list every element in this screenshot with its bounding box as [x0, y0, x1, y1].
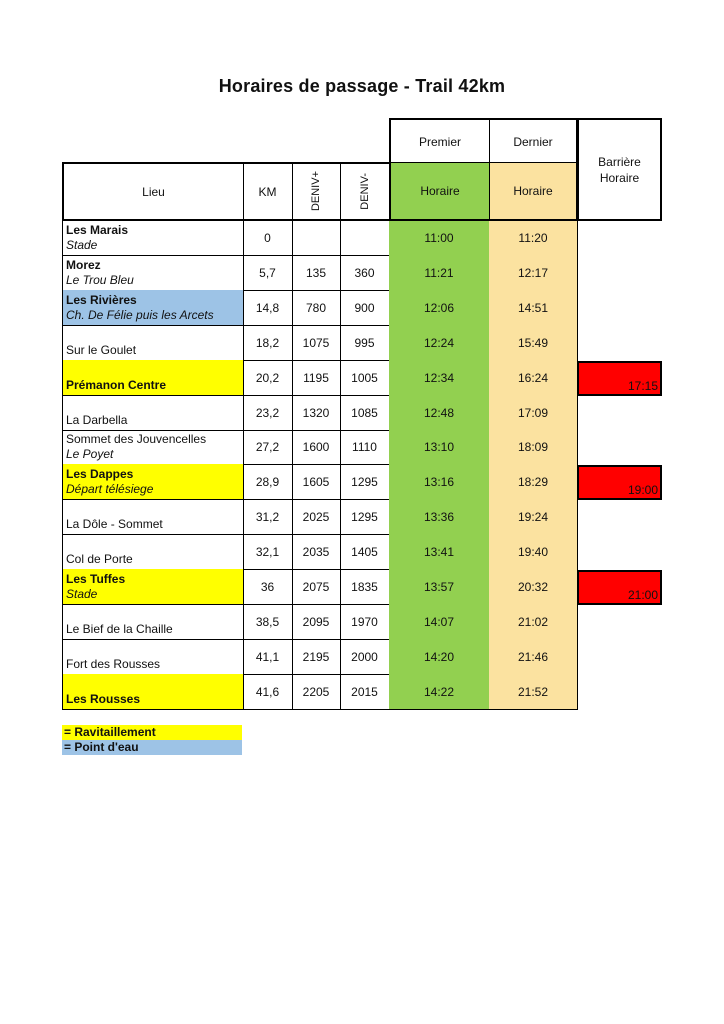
dernier-cell: 18:29 [489, 464, 578, 500]
deniv-minus-cell: 2000 [340, 639, 390, 675]
deniv-plus-cell: 1195 [292, 360, 341, 396]
dernier-cell: 21:46 [489, 639, 578, 675]
dernier-cell: 12:17 [489, 255, 578, 291]
header-deniv-minus [340, 162, 390, 221]
premier-cell: 12:48 [389, 395, 490, 431]
dernier-cell: 18:09 [489, 430, 578, 465]
header-deniv-plus [292, 162, 341, 221]
header-km-label: KM [258, 184, 277, 199]
lieu-name: Col de Porte [66, 552, 133, 566]
deniv-minus-cell: 1005 [340, 360, 390, 396]
deniv-plus-cell: 2095 [292, 604, 341, 640]
km-cell: 31,2 [243, 499, 293, 535]
dernier-cell: 11:20 [489, 221, 578, 256]
premier-cell: 14:20 [389, 639, 490, 675]
legend-point-eau: = Point d'eau [62, 740, 242, 755]
lieu-name: Les Rousses [66, 692, 141, 706]
header-premier [389, 118, 490, 163]
row-lieu [62, 499, 244, 535]
header-horaire-dernier-label: Horaire [513, 184, 553, 198]
km-cell: 32,1 [243, 534, 293, 570]
km-cell: 36 [243, 569, 293, 605]
deniv-plus-cell: 2075 [292, 569, 341, 605]
dernier-cell: 17:09 [489, 395, 578, 431]
deniv-plus-cell: 2195 [292, 639, 341, 675]
dernier-cell: 14:51 [489, 290, 578, 326]
lieu-name: Sur le Goulet [66, 343, 137, 357]
deniv-plus-cell: 1075 [292, 325, 341, 361]
deniv-plus-cell: 2035 [292, 534, 341, 570]
deniv-plus-cell: 2025 [292, 499, 341, 535]
deniv-minus-cell: 900 [340, 290, 390, 326]
barriere-cell: 17:15 [577, 361, 662, 396]
dernier-cell: 16:24 [489, 360, 578, 396]
dernier-cell: 19:24 [489, 499, 578, 535]
km-cell: 27,2 [243, 430, 293, 465]
premier-cell: 13:57 [389, 569, 490, 605]
barriere-cell: 19:00 [577, 465, 662, 500]
dernier-cell: 21:02 [489, 604, 578, 640]
row-lieu [62, 290, 244, 326]
deniv-plus-cell: 1605 [292, 464, 341, 500]
km-cell: 38,5 [243, 604, 293, 640]
header-premier-label: Premier [418, 134, 461, 149]
lieu-name: Le Bief de la Chaille [66, 622, 173, 636]
deniv-minus-cell: 1970 [340, 604, 390, 640]
deniv-plus-cell: 1600 [292, 430, 341, 465]
header-lieu [62, 162, 244, 221]
row-lieu [62, 325, 244, 361]
premier-cell: 11:00 [389, 221, 490, 256]
deniv-minus-cell: 1835 [340, 569, 390, 605]
lieu-subtitle: Ch. De Félie puis les Arcets [66, 308, 214, 322]
lieu-name: Morez [66, 258, 101, 272]
km-cell: 41,1 [243, 639, 293, 675]
row-lieu [62, 395, 244, 431]
row-lieu [62, 360, 244, 396]
deniv-plus-cell [292, 221, 341, 256]
km-cell: 14,8 [243, 290, 293, 326]
lieu-subtitle: Départ télésiege [66, 482, 154, 496]
row-lieu [62, 534, 244, 570]
row-lieu [62, 674, 244, 710]
lieu-name: Les Marais [66, 223, 129, 237]
lieu-subtitle: Stade [66, 238, 98, 252]
deniv-minus-cell: 1085 [340, 395, 390, 431]
header-barriere-label: Barrière Horaire [598, 154, 641, 185]
premier-cell: 13:10 [389, 430, 490, 465]
deniv-minus-cell: 1110 [340, 430, 390, 465]
premier-cell: 13:36 [389, 499, 490, 535]
lieu-name: Les Dappes [66, 467, 134, 481]
lieu-subtitle: Le Trou Bleu [66, 273, 134, 287]
deniv-plus-cell: 1320 [292, 395, 341, 431]
row-lieu [62, 464, 244, 500]
header-dernier-label: Dernier [513, 134, 553, 149]
deniv-minus-cell: 1405 [340, 534, 390, 570]
row-lieu [62, 430, 244, 465]
deniv-minus-cell: 1295 [340, 499, 390, 535]
lieu-name: Sommet des Jouvencelles [66, 432, 207, 446]
km-cell: 23,2 [243, 395, 293, 431]
barriere-cell: 21:00 [577, 570, 662, 605]
premier-cell: 14:07 [389, 604, 490, 640]
header-horaire-premier [389, 162, 490, 221]
premier-cell: 12:34 [389, 360, 490, 396]
dernier-cell: 15:49 [489, 325, 578, 361]
header-dernier [490, 118, 578, 163]
row-lieu [62, 255, 244, 291]
km-cell: 28,9 [243, 464, 293, 500]
premier-cell: 13:41 [389, 534, 490, 570]
km-cell: 20,2 [243, 360, 293, 396]
deniv-minus-cell [340, 221, 390, 256]
header-km [243, 162, 293, 221]
premier-cell: 12:24 [389, 325, 490, 361]
km-cell: 41,6 [243, 674, 293, 710]
km-cell: 5,7 [243, 255, 293, 291]
lieu-subtitle: Le Poyet [66, 447, 114, 461]
km-cell: 18,2 [243, 325, 293, 361]
deniv-minus-cell: 360 [340, 255, 390, 291]
row-lieu [62, 639, 244, 675]
premier-cell: 11:21 [389, 255, 490, 291]
lieu-name: Les Rivières [66, 293, 137, 307]
deniv-minus-cell: 2015 [340, 674, 390, 710]
deniv-plus-cell: 2205 [292, 674, 341, 710]
lieu-name: Prémanon Centre [66, 378, 167, 392]
header-lieu-label: Lieu [142, 184, 165, 199]
premier-cell: 13:16 [389, 464, 490, 500]
header-horaire-premier-label: Horaire [420, 184, 460, 198]
legend-ravitaillement: = Ravitaillement [62, 725, 242, 740]
page-title: Horaires de passage - Trail 42km [218, 76, 506, 96]
header-deniv-plus-label: DENIV+ [310, 171, 322, 212]
row-lieu [62, 221, 244, 256]
km-cell: 0 [243, 221, 293, 256]
deniv-plus-cell: 780 [292, 290, 341, 326]
dernier-cell: 20:32 [489, 569, 578, 605]
deniv-minus-cell: 1295 [340, 464, 390, 500]
lieu-name: Fort des Rousses [66, 657, 161, 671]
header-deniv-minus-label: DENIV- [358, 173, 371, 210]
lieu-name: La Dôle - Sommet [66, 517, 163, 531]
dernier-cell: 19:40 [489, 534, 578, 570]
row-lieu [62, 569, 244, 605]
header-horaire-dernier [490, 162, 578, 221]
premier-cell: 14:22 [389, 674, 490, 710]
lieu-subtitle: Stade [66, 587, 98, 601]
dernier-cell: 21:52 [489, 674, 578, 710]
deniv-minus-cell: 995 [340, 325, 390, 361]
header-barriere [577, 118, 662, 221]
premier-cell: 12:06 [389, 290, 490, 326]
lieu-name: Les Tuffes [66, 572, 126, 586]
row-lieu [62, 604, 244, 640]
lieu-name: La Darbella [66, 413, 128, 427]
deniv-plus-cell: 135 [292, 255, 341, 291]
